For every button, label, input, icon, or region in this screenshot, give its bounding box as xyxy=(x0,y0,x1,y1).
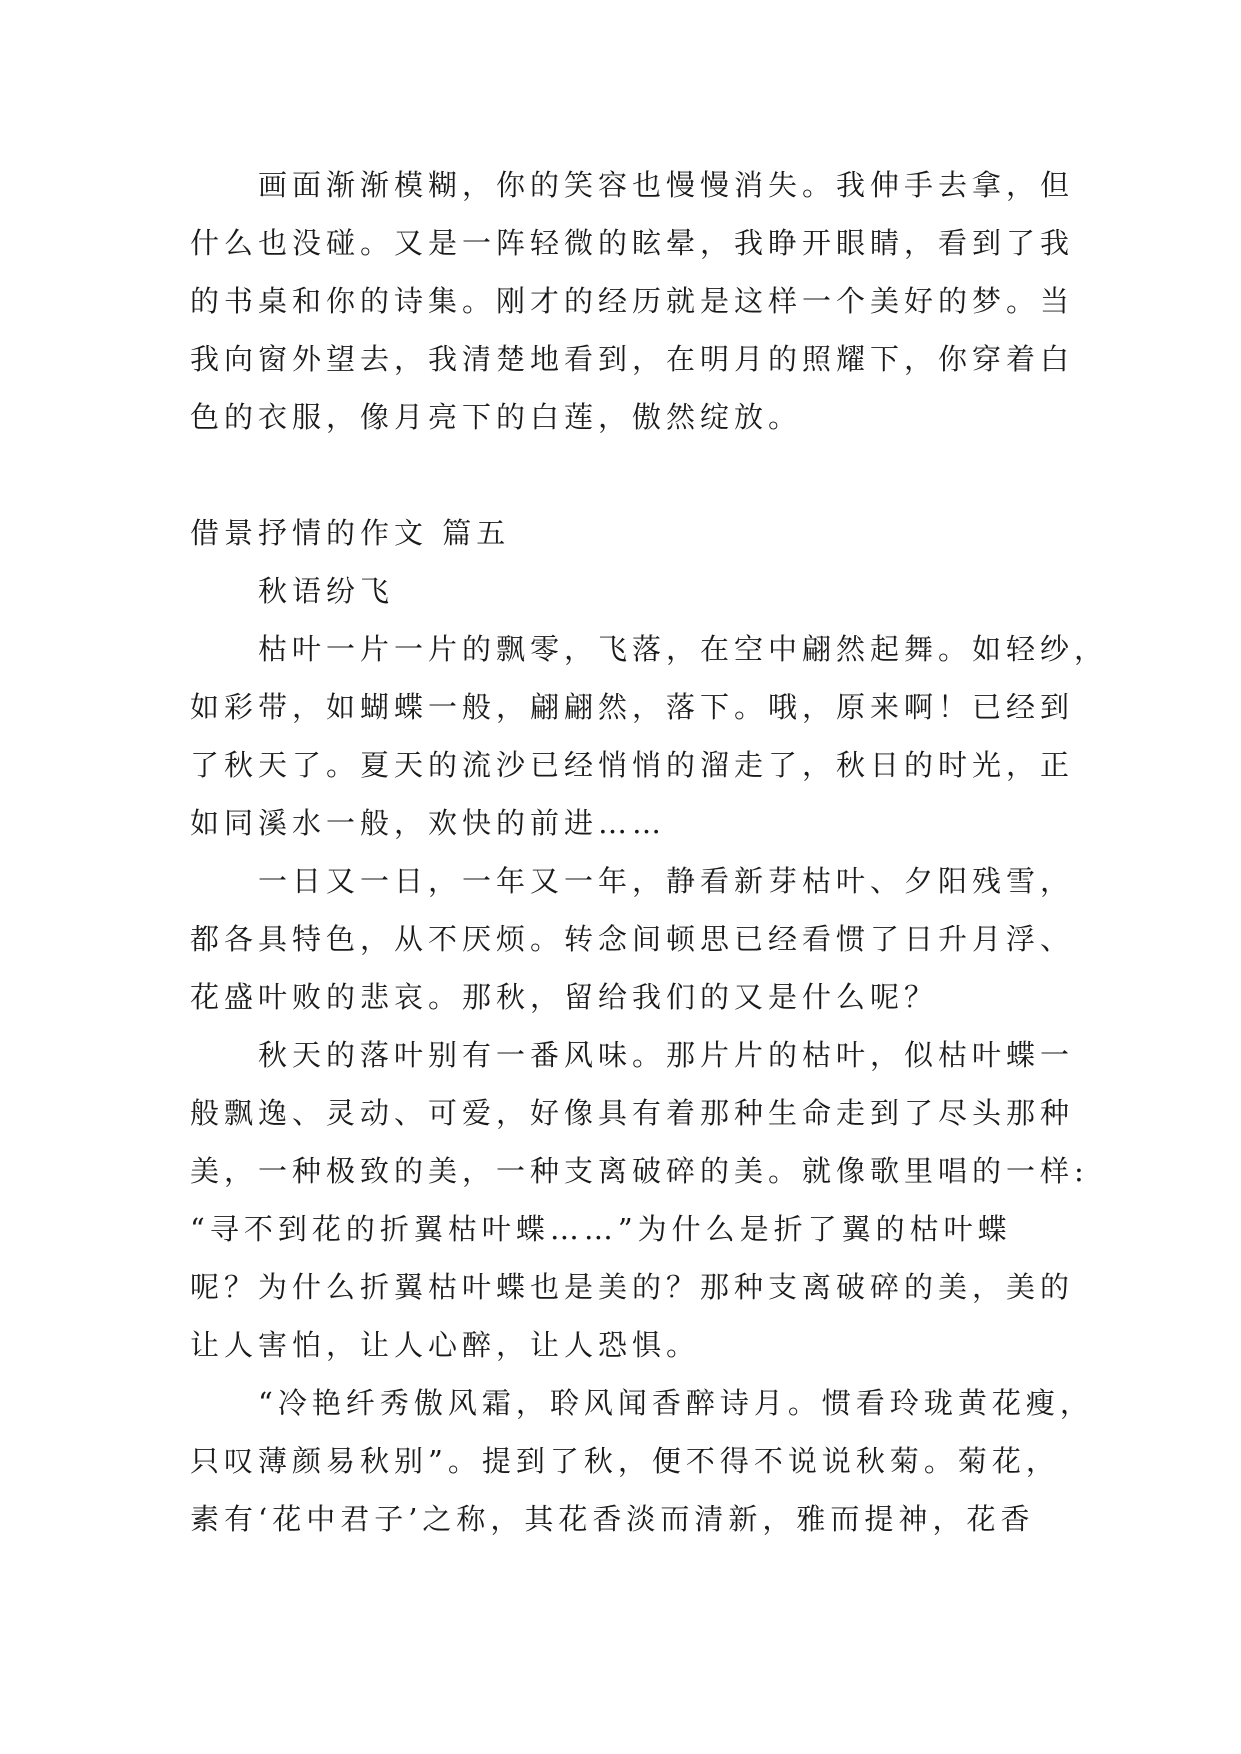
text-line: 秋天的落叶别有一番风味。那片片的枯叶，似枯叶蝶一 xyxy=(190,1038,1075,1072)
paragraph-1 xyxy=(190,156,1075,446)
text-line: 一日又一日，一年又一年，静看新芽枯叶、夕阳残雪， xyxy=(190,864,1075,898)
text-line: 如同溪水一般，欢快的前进…… xyxy=(190,806,667,840)
text-line: 枯叶一片一片的飘零，飞落，在空中翩然起舞。如轻纱， xyxy=(190,632,1109,666)
document-body xyxy=(190,156,1109,1548)
text-line: 色的衣服，像月亮下的白莲，傲然绽放。 xyxy=(190,400,803,434)
text-line: 只叹薄颜易秋别”。提到了秋，便不得不说说秋菊。菊花， xyxy=(190,1444,1060,1478)
section-heading: 借景抒情的作文 篇五 xyxy=(190,516,511,550)
text-line: 都各具特色，从不厌烦。转念间顿思已经看惯了日升月浮、 xyxy=(190,922,1075,956)
paragraph-2 xyxy=(190,620,1109,852)
text-line: 般飘逸、灵动、可爱，好像具有着那种生命走到了尽头那种 xyxy=(190,1096,1075,1130)
text-line: 什么也没碰。又是一阵轻微的眩晕，我睁开眼睛，看到了我 xyxy=(190,226,1075,260)
paragraph-spacer xyxy=(190,446,1052,504)
text-line: 美，一种极致的美，一种支离破碎的美。就像歌里唱的一样: xyxy=(190,1154,1089,1188)
paragraph-3 xyxy=(190,852,1075,1026)
text-line: “冷艳纤秀傲风霜，聆风闻香醉诗月。惯看玲珑黄花瘦， xyxy=(190,1386,1094,1420)
text-line: 让人害怕，让人心醉，让人恐惧。 xyxy=(190,1328,701,1362)
text-line: 如彩带，如蝴蝶一般，翩翩然，落下。哦，原来啊！已经到 xyxy=(190,690,1075,724)
text-line: 花盛叶败的悲哀。那秋，留给我们的又是什么呢？ xyxy=(190,980,939,1014)
text-line: 素有‘花中君子’之称，其花香淡而清新，雅而提神，花香 xyxy=(190,1502,1035,1536)
essay-title: 秋语纷飞 xyxy=(190,574,395,608)
paragraph-5 xyxy=(190,1374,1094,1548)
text-line: 画面渐渐模糊，你的笑容也慢慢消失。我伸手去拿，但 xyxy=(190,168,1075,202)
paragraph-4 xyxy=(190,1026,1089,1374)
text-line: 的书桌和你的诗集。刚才的经历就是这样一个美好的梦。当 xyxy=(190,284,1075,318)
text-line: 我向窗外望去，我清楚地看到，在明月的照耀下，你穿着白 xyxy=(190,342,1075,376)
text-line: 了秋天了。夏天的流沙已经悄悄的溜走了，秋日的时光，正 xyxy=(190,748,1075,782)
text-line: “寻不到花的折翼枯叶蝶……”为什么是折了翼的枯叶蝶 xyxy=(190,1212,1012,1246)
text-line: 呢？为什么折翼枯叶蝶也是美的？那种支离破碎的美，美的 xyxy=(190,1270,1075,1304)
